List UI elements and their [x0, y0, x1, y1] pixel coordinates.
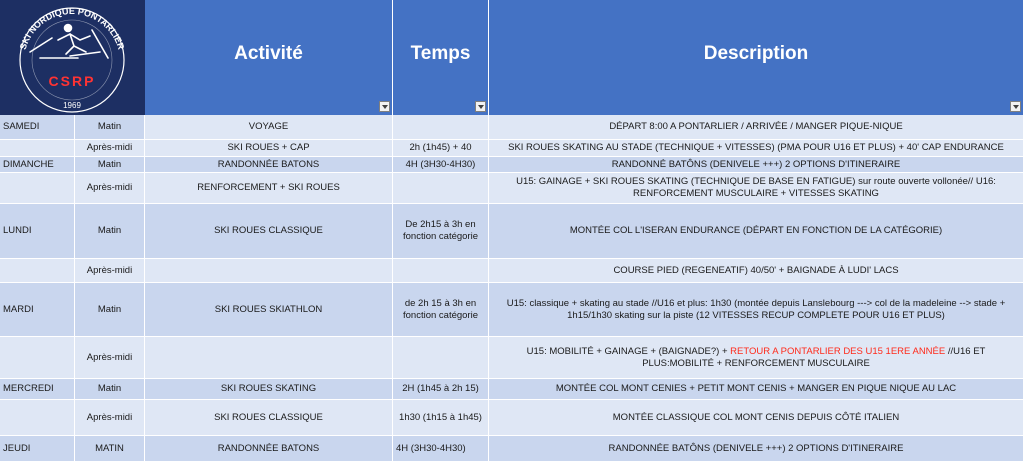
description-part: //U16 ET PLUS:MOBILITÉ + RENFORCEMENT MUSCULAIRE: [642, 345, 986, 369]
header-temps-label: Temps: [410, 42, 471, 64]
cell-activity[interactable]: RENFORCEMENT + SKI ROUES: [145, 173, 393, 204]
cell-time[interactable]: 4H (3H30-4H30): [393, 157, 489, 173]
header-description: [489, 0, 1024, 115]
cell-time[interactable]: 4H (3H30-4H30): [393, 436, 489, 462]
description-text: [492, 346, 1020, 370]
cell-time[interactable]: de 2h 15 à 3h en fonction catégorie: [393, 283, 489, 337]
filter-dropdown-icon[interactable]: [1010, 101, 1021, 112]
club-logo: [0, 0, 145, 115]
cell-day[interactable]: [0, 173, 75, 204]
cell-time[interactable]: De 2h15 à 3h en fonction catégorie: [393, 204, 489, 259]
cell-day[interactable]: LUNDI: [0, 204, 75, 259]
cell-activity[interactable]: RANDONNÉE BATONS: [145, 157, 393, 173]
cell-activity[interactable]: RANDONNÉE BATONS: [145, 436, 393, 462]
cell-description[interactable]: DÉPART 8:00 A PONTARLIER / ARRIVÉE / MANGER PIQUE-NIQUE: [489, 115, 1024, 140]
cell-description[interactable]: COURSE PIED (REGENEATIF) 40/50' + BAIGNADE À LUDI' LACS: [489, 259, 1024, 283]
cell-time[interactable]: [393, 173, 489, 204]
filter-dropdown-icon[interactable]: [379, 101, 390, 112]
cell-day[interactable]: JEUDI: [0, 436, 75, 462]
cell-time[interactable]: 2H (1h45 à 2h 15): [393, 379, 489, 400]
cell-activity[interactable]: VOYAGE: [145, 115, 393, 140]
cell-description[interactable]: SKI ROUES SKATING AU STADE (TECHNIQUE + VITESSES) (PMA POUR U16 ET PLUS) + 40' CAP ENDURANCE: [489, 140, 1024, 157]
cell-description[interactable]: [489, 337, 1024, 379]
cell-period[interactable]: Après-midi: [75, 259, 145, 283]
cell-period[interactable]: Matin: [75, 379, 145, 400]
club-logo-graphic: [0, 0, 145, 115]
cell-period[interactable]: MATIN: [75, 436, 145, 462]
cell-time[interactable]: 1h30 (1h15 à 1h45): [393, 400, 489, 436]
description-part: U15: MOBILITÉ + GAINAGE + (BAIGNADE?) +: [526, 345, 731, 357]
header-activite-label: Activité: [234, 42, 303, 64]
cell-day[interactable]: MERCREDI: [0, 379, 75, 400]
cell-description[interactable]: RANDONNÉ BATÔNS (DENIVELE +++) 2 OPTIONS D'ITINERAIRE: [489, 157, 1024, 173]
skier-icon: [30, 25, 108, 59]
description-highlight: RETOUR A PONTARLIER DES U15 1ERE ANNÉE: [730, 345, 946, 357]
cell-day[interactable]: SAMEDI: [0, 115, 75, 140]
filter-dropdown-icon[interactable]: [475, 101, 486, 112]
cell-time[interactable]: [393, 115, 489, 140]
cell-day[interactable]: [0, 259, 75, 283]
cell-activity[interactable]: SKI ROUES SKATING: [145, 379, 393, 400]
cell-activity[interactable]: SKI ROUES + CAP: [145, 140, 393, 157]
cell-time[interactable]: 2h (1h45) + 40: [393, 140, 489, 157]
cell-time[interactable]: [393, 337, 489, 379]
cell-activity[interactable]: SKI ROUES CLASSIQUE: [145, 204, 393, 259]
cell-period[interactable]: Après-midi: [75, 140, 145, 157]
cell-activity[interactable]: [145, 259, 393, 283]
cell-period[interactable]: Matin: [75, 157, 145, 173]
cell-day[interactable]: [0, 337, 75, 379]
cell-description[interactable]: U15: GAINAGE + SKI ROUES SKATING (TECHNIQUE DE BASE EN FATIGUE) sur route ouverte vollonée// U16: RENFORCEMENT MUSCULAIRE + VITESSES SKATING: [489, 173, 1024, 204]
cell-description[interactable]: MONTÉE CLASSIQUE COL MONT CENIS DEPUIS CÔTÉ ITALIEN: [489, 400, 1024, 436]
cell-period[interactable]: Après-midi: [75, 400, 145, 436]
header-temps: [393, 0, 489, 115]
cell-day[interactable]: [0, 400, 75, 436]
cell-day[interactable]: MARDI: [0, 283, 75, 337]
header-activite: [145, 0, 393, 115]
cell-period[interactable]: Matin: [75, 283, 145, 337]
cell-day[interactable]: DIMANCHE: [0, 157, 75, 173]
cell-activity[interactable]: SKI ROUES CLASSIQUE: [145, 400, 393, 436]
cell-description[interactable]: RANDONNÉE BATÔNS (DENIVELE +++) 2 OPTIONS D'ITINERAIRE: [489, 436, 1024, 462]
cell-day[interactable]: [0, 140, 75, 157]
logo-club-name: CSRP: [48, 73, 96, 89]
cell-period[interactable]: Après-midi: [75, 337, 145, 379]
cell-period[interactable]: Matin: [75, 204, 145, 259]
header-description-label: Description: [703, 42, 809, 64]
cell-period[interactable]: Après-midi: [75, 173, 145, 204]
cell-description[interactable]: MONTÉE COL L'ISERAN ENDURANCE (DÉPART EN FONCTION DE LA CATÉGORIE): [489, 204, 1024, 259]
logo-arc-text: SKI NORDIQUE PONTARLIER: [17, 5, 127, 51]
cell-description[interactable]: U15: classique + skating au stade //U16 et plus: 1h30 (montée depuis Lanslebourg ---> col de la madeleine --> stade + 1h15/1h30 skating sur la piste (12 VITESSES RECUP COMPLETE POUR U16 ET PLUS): [489, 283, 1024, 337]
cell-activity[interactable]: SKI ROUES SKIATHLON: [145, 283, 393, 337]
cell-description[interactable]: MONTÉE COL MONT CENIES + PETIT MONT CENIS + MANGER EN PIQUE NIQUE AU LAC: [489, 379, 1024, 400]
cell-period[interactable]: Matin: [75, 115, 145, 140]
cell-activity[interactable]: [145, 337, 393, 379]
cell-time[interactable]: [393, 259, 489, 283]
logo-year: 1969: [63, 101, 81, 110]
